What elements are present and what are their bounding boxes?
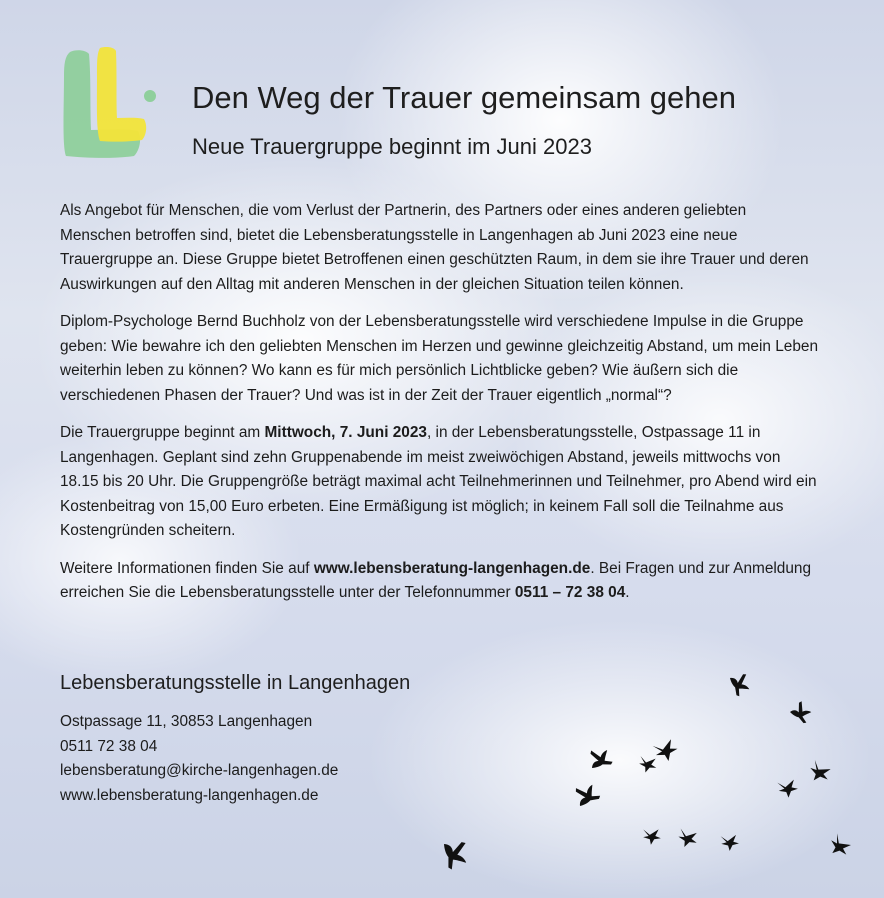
contact-block: [60, 710, 338, 808]
article-body: [60, 199, 820, 619]
contact-phone: 0511 72 38 04: [60, 737, 158, 755]
contact-email[interactable]: lebensberatung@kirche-langenhagen.de: [60, 762, 339, 779]
info-paragraph: [60, 557, 820, 606]
flying-birds-icon: [420, 660, 884, 898]
info-website-link[interactable]: www.lebensberatung-langenhagen.de: [313, 559, 591, 577]
contact-website[interactable]: www.lebensberatung-langenhagen.de: [60, 786, 319, 804]
schedule-paragraph: [60, 421, 820, 544]
double-l-logo-icon: [56, 46, 160, 162]
contact-heading: Lebensberatungsstelle in Langenhagen: [60, 672, 411, 694]
schedule-text-start: Die Trauergruppe beginnt am: [60, 424, 265, 441]
intro-paragraph: Als Angebot für Menschen, die vom Verlust der Partnerin, des Partners oder eines anderen geliebten Menschen betroffen sind, bietet die Lebensberatungsstelle in Langenhagen ab Juni 2023 eine neue Trauergruppe an. Diese Gruppe bietet Betroffenen einen geschützten Raum, in dem sie ihre Trauer und deren Auswirkungen auf den Alltag mit anderen Menschen in der gleichen Situation teilen können.: [60, 202, 809, 293]
info-text-end: .: [625, 584, 630, 601]
info-text-mid: . Bei Fragen und zur Anmeldung erreichen Sie die Lebensberatungsstelle unter der Telefonnummer: [60, 559, 812, 601]
start-date: Mittwoch, 7. Juni 2023: [264, 424, 427, 441]
page-title: Den Weg der Trauer gemeinsam gehen: [192, 80, 736, 115]
page-subtitle: Neue Trauergruppe beginnt im Juni 2023: [192, 134, 592, 159]
contact-address: Ostpassage 11, 30853 Langenhagen: [60, 713, 313, 730]
info-text-start: Weitere Informationen finden Sie auf: [60, 559, 314, 577]
info-phone-number: 0511 – 72 38 04: [514, 584, 626, 601]
impulses-paragraph: Diplom-Psychologe Bernd Buchholz von der Lebensberatungsstelle wird verschiedene Impulse in die Gruppe geben: Wie bewahre ich den geliebten Menschen im Herzen und gewinne gleichzeitig Abstand, um mein Leben weiterhin leben zu können? Wo kann es für mich persönlich Lichtblicke geben? Wie äußern sich die verschiedenen Phasen der Trauer? Und was ist in der Zeit der Trauer eigentlich „normal“?: [60, 313, 819, 404]
schedule-text-end: , in der Lebensberatungsstelle, Ostpassage 11 in Langenhagen. Geplant sind zehn Gruppenabende im meist zweiwöchigen Abstand, jeweils mittwochs von 18.15 bis 20 Uhr. Die Gruppengröße beträgt maximal acht Teilnehmerinnen und Teilnehmer, pro Abend wird ein Kostenbeitrag von 15,00 Euro erbeten. Eine Ermäßigung ist möglich; in keinem Fall soll die Teilnahme aus Kostengründen scheitern.: [60, 424, 817, 539]
